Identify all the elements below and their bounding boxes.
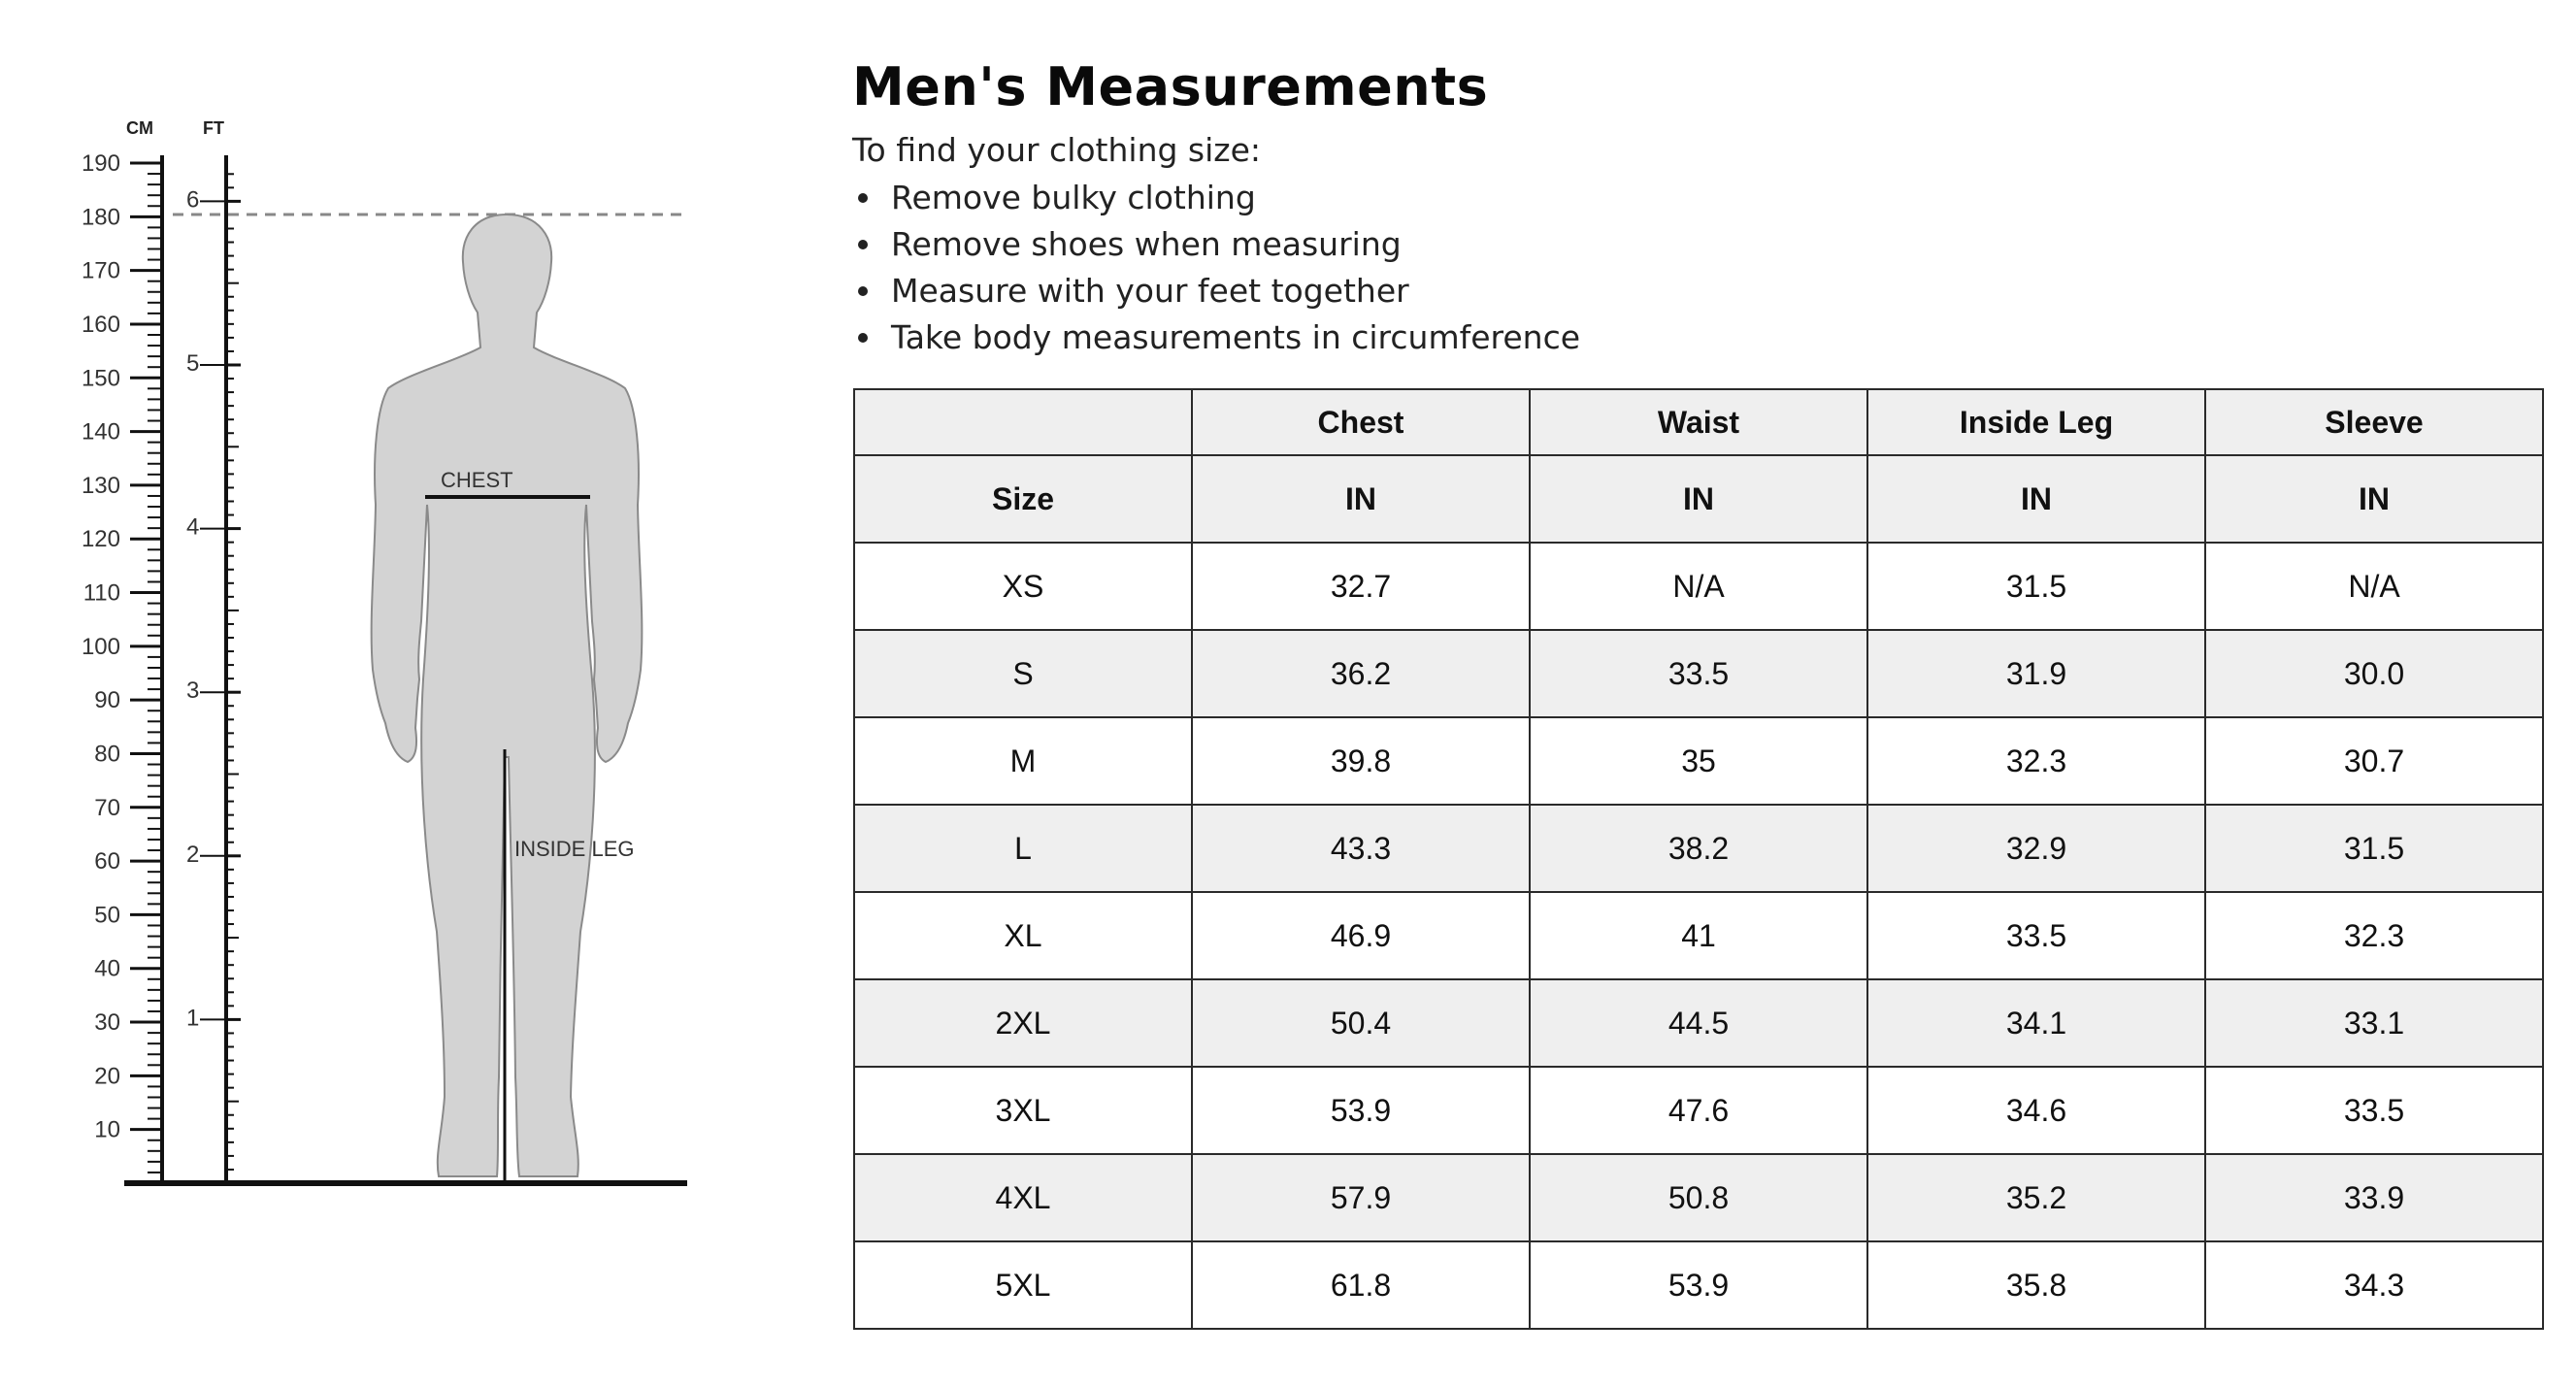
height-measurement-figure [0, 0, 815, 1388]
cell-chest: 39.8 [1192, 717, 1530, 805]
cell-chest: 53.9 [1192, 1067, 1530, 1154]
header-chest: Chest [1192, 389, 1530, 455]
cell-waist: 50.8 [1530, 1154, 1867, 1241]
ft-tick-label: 2 [186, 841, 200, 868]
cm-tick-label: 100 [81, 633, 120, 660]
ft-tick-label: 3 [186, 677, 200, 705]
ft-tick-label: 1 [186, 1005, 200, 1032]
cell-waist: 44.5 [1530, 979, 1867, 1067]
measurement-instructions [852, 49, 2541, 361]
cm-tick-label: 20 [94, 1063, 120, 1090]
cell-sleeve: 33.9 [2205, 1154, 2543, 1241]
cell-inside-leg: 33.5 [1867, 892, 2205, 979]
inside-leg-label: INSIDE LEG [514, 837, 635, 861]
table-row [854, 543, 2543, 630]
cell-chest: 32.7 [1192, 543, 1530, 630]
cell-waist: 33.5 [1530, 630, 1867, 717]
table-row [854, 805, 2543, 892]
cell-size: 3XL [854, 1067, 1192, 1154]
cell-chest: 46.9 [1192, 892, 1530, 979]
header-waist: Waist [1530, 389, 1867, 455]
cell-waist: 38.2 [1530, 805, 1867, 892]
ft-tick-label: 4 [186, 513, 200, 541]
cell-size: 2XL [854, 979, 1192, 1067]
ft-tick-label: 5 [186, 349, 200, 377]
table-row [854, 892, 2543, 979]
cm-tick-label: 80 [94, 741, 120, 768]
table-row [854, 717, 2543, 805]
cell-size: XL [854, 892, 1192, 979]
cell-waist: N/A [1530, 543, 1867, 630]
cell-inside-leg: 34.1 [1867, 979, 2205, 1067]
cell-inside-leg: 35.8 [1867, 1241, 2205, 1329]
table-row [854, 1241, 2543, 1329]
cell-size: XS [854, 543, 1192, 630]
chest-label: CHEST [441, 468, 513, 492]
cell-chest: 50.4 [1192, 979, 1530, 1067]
cm-tick-label: 190 [81, 150, 120, 177]
cm-tick-label: 40 [94, 955, 120, 982]
ft-ruler [186, 174, 241, 1183]
cell-sleeve: 32.3 [2205, 892, 2543, 979]
cell-waist: 35 [1530, 717, 1867, 805]
cell-sleeve: 33.5 [2205, 1067, 2543, 1154]
header-sleeve: Sleeve [2205, 389, 2543, 455]
cell-size: S [854, 630, 1192, 717]
cell-chest: 36.2 [1192, 630, 1530, 717]
body-silhouette [372, 215, 643, 1176]
cell-inside-leg: 32.3 [1867, 717, 2205, 805]
table-body [854, 543, 2543, 1329]
cell-sleeve: 30.0 [2205, 630, 2543, 717]
cell-size: 5XL [854, 1241, 1192, 1329]
ft-tick-label: 6 [186, 186, 200, 214]
cm-tick-label: 50 [94, 902, 120, 929]
cell-waist: 41 [1530, 892, 1867, 979]
unit-chest: IN [1192, 455, 1530, 543]
cell-sleeve: 31.5 [2205, 805, 2543, 892]
cm-tick-label: 30 [94, 1009, 120, 1037]
cell-inside-leg: 35.2 [1867, 1154, 2205, 1241]
cm-tick-label: 180 [81, 204, 120, 231]
header-empty-cell [854, 389, 1192, 455]
page-title: Men's Measurements [852, 56, 1489, 117]
cm-ruler [82, 150, 162, 1183]
cell-size: M [854, 717, 1192, 805]
size-chart-table [853, 388, 2544, 1330]
header-inside-leg: Inside Leg [1867, 389, 2205, 455]
tip-item: Remove bulky clothing [852, 175, 2541, 221]
intro-text: To find your clothing size: [852, 131, 1262, 169]
cm-tick-label: 90 [94, 687, 120, 714]
cm-tick-label: 140 [81, 418, 120, 446]
cell-chest: 43.3 [1192, 805, 1530, 892]
table-row [854, 979, 2543, 1067]
unit-sleeve: IN [2205, 455, 2543, 543]
unit-waist: IN [1530, 455, 1867, 543]
cm-tick-label: 120 [81, 526, 120, 553]
cell-size: 4XL [854, 1154, 1192, 1241]
cell-waist: 47.6 [1530, 1067, 1867, 1154]
cell-size: L [854, 805, 1192, 892]
cm-tick-label: 150 [81, 365, 120, 392]
cell-inside-leg: 31.9 [1867, 630, 2205, 717]
table-row [854, 630, 2543, 717]
cell-inside-leg: 32.9 [1867, 805, 2205, 892]
tip-item: Remove shoes when measuring [852, 221, 2541, 268]
table-header-row [854, 389, 2543, 455]
cm-tick-label: 70 [94, 794, 120, 821]
cm-tick-label: 130 [81, 472, 120, 499]
cell-inside-leg: 31.5 [1867, 543, 2205, 630]
cell-sleeve: N/A [2205, 543, 2543, 630]
cm-tick-label: 60 [94, 848, 120, 876]
cm-tick-label: 110 [83, 579, 120, 607]
cell-sleeve: 30.7 [2205, 717, 2543, 805]
tip-item: Measure with your feet together [852, 268, 2541, 314]
cm-tick-label: 170 [81, 257, 120, 284]
cell-chest: 57.9 [1192, 1154, 1530, 1241]
table-row [854, 1154, 2543, 1241]
cm-tick-label: 160 [81, 311, 120, 338]
cell-chest: 61.8 [1192, 1241, 1530, 1329]
table-unit-row [854, 455, 2543, 543]
table-row [854, 1067, 2543, 1154]
cell-sleeve: 33.1 [2205, 979, 2543, 1067]
tips-list [852, 175, 2541, 361]
cm-scale-label: CM [126, 118, 153, 138]
cell-waist: 53.9 [1530, 1241, 1867, 1329]
header-size: Size [854, 455, 1192, 543]
cell-inside-leg: 34.6 [1867, 1067, 2205, 1154]
ft-scale-label: FT [203, 118, 224, 138]
tip-item: Take body measurements in circumference [852, 314, 2541, 361]
cell-sleeve: 34.3 [2205, 1241, 2543, 1329]
cm-tick-label: 10 [94, 1116, 120, 1143]
unit-inside-leg: IN [1867, 455, 2205, 543]
